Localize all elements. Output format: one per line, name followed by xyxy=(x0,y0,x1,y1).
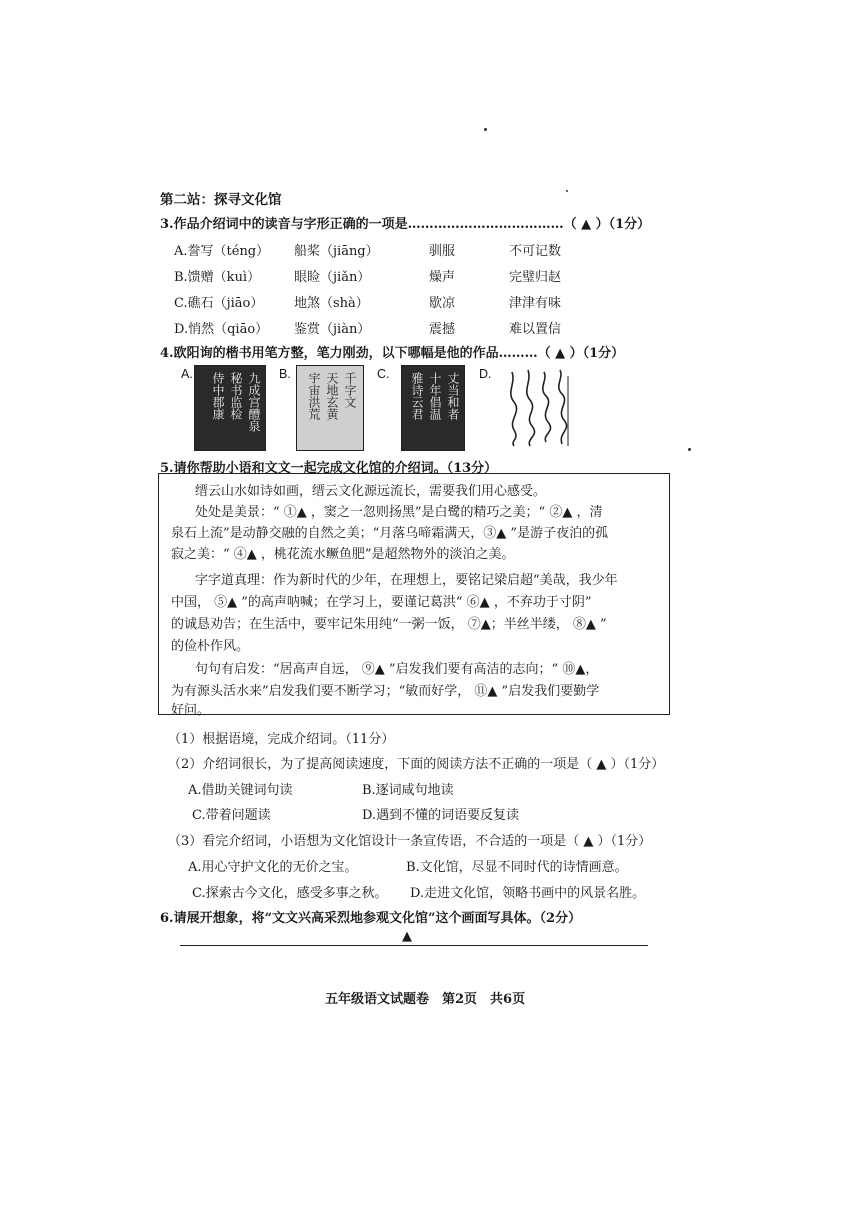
exam-page: 第二站：探寻文化馆 3.作品介绍词中的读音与字形正确的一项是………………………………（ ▲ ）（1分） A.誊写（téng） 船桨（jiāng） 驯服 不可记数 B.馈赠（kuì） 眼睑（jiǎn） 燥声 完璧归赵 C.礁石（jiāo） 地煞（shà） 歇凉 津津有味 D.悄然（qiāo） 鉴赏（jiàn） 震撼 难以置信 4.欧阳询的楷书用笔方整，笔力刚劲，以下哪幅是他的作品………（ ▲ ）（1分） A. 九成宫醴泉 秘书监检 侍中郡康 B. 千字文 天地玄黄 宇宙洪荒 C. 丈当和者 十年倡温 雅诗云君 D. 5.请你帮助小语和文文一起完成文化馆的介绍词。（13分） 缙云山水如诗如画，缙云文化源远流长，需要我们用心感受。 处处是美景：“ ①▲ ，窦之一忽则扬黑”是白鹭的精巧之美；“ ②▲ ，清 泉石上流”是动静交融的自然之美；“月落乌啼霜满天，③▲ ”是游子夜泊的孤 寂之美：“ ④▲ ，桃花流水鳜鱼肥”是超然物外的淡泊之美。 字字道真理：作为新时代的少年，在理想上，要铭记梁启超“美哉，我少年 中国， ⑤▲ ”的高声呐喊；在学习上，要谨记葛洪“ ⑥▲ ，不弃功于寸阴” 的诚恳劝告；在生活中，要牢记朱用纯“一粥一饭， ⑦▲；半丝半缕， ⑧▲ ” 的俭朴作风。 句句有启发：“居高声自远， ⑨▲ ”启发我们要有高洁的志向；“ ⑩▲， 为有源头活水来”启发我们要不断学习；“敏而好学， ⑪▲ ”启发我们要勤学 好问。 （1）根据语境，完成介绍词。（11分） （2）介绍词很长，为了提高阅读速度，下面的阅读方法不正确的一项是（ ▲ ）（1分） A.借助关键词句读 B.逐词咸句地读 C.带着问题读 D.遇到不懂的词语要反复读 （3）看完介绍词，小语想为文化馆设计一条宣传语，不合适的一项是（ ▲ ）（1分） A.用心守护文化的无价之宝。 B.文化馆，尽显不同时代的诗情画意。 C.探索古今文化，感受多事之秋。 D.走进文化馆，领略书画中的风景名胜。 6.请展开想象，将“文文兴高采烈地参观文化馆”这个画面写具体。（2分） ▲ 五年级语文试题卷 第2页 共6页 xyxy=(0,0,860,1216)
section-title: 第二站：探寻文化馆 xyxy=(160,192,282,208)
scan-speck xyxy=(484,128,487,131)
calligraphy-b-image: 千字文 天地玄黄 宇宙洪荒 xyxy=(296,365,364,451)
q4-label-d: D. xyxy=(479,367,492,381)
q5-stem: 5.请你帮助小语和文文一起完成文化馆的介绍词。（13分） xyxy=(160,461,498,476)
cursive-script-icon xyxy=(502,366,574,450)
calligraphy-c-image: 丈当和者 十年倡温 雅诗云君 xyxy=(401,365,465,451)
q5-sub2-stem: （2）介绍词很长，为了提高阅读速度，下面的阅读方法不正确的一项是（ ▲ ）（1分） xyxy=(168,757,665,772)
q5-sub3-option-c: C.探索古今文化，感受多事之秋。 xyxy=(192,886,388,901)
page-footer: 五年级语文试题卷 第2页 共6页 xyxy=(325,992,526,1007)
q5-sub1: （1）根据语境，完成介绍词。（11分） xyxy=(168,732,395,747)
q3-stem: 3.作品介绍词中的读音与字形正确的一项是………………………………（ ▲ ）（1分） xyxy=(160,217,651,232)
q4-stem: 4.欧阳询的楷书用笔方整，笔力刚劲，以下哪幅是他的作品………（ ▲ ）（1分） xyxy=(160,346,625,361)
scan-speck xyxy=(688,448,691,451)
q5-sub2-option-c: C.带着问题读 xyxy=(192,808,271,823)
q4-label-b: B. xyxy=(279,367,291,381)
q5-sub2-option-b: B.逐词咸句地读 xyxy=(362,783,454,798)
q5-sub3-option-a: A.用心守护文化的无价之宝。 xyxy=(188,860,358,875)
answer-line xyxy=(180,945,648,946)
q4-label-c: C. xyxy=(377,367,390,381)
q5-sub3-option-b: B.文化馆，尽显不同时代的诗情画意。 xyxy=(406,860,628,875)
calligraphy-d-image xyxy=(501,365,575,451)
q5-sub3-option-d: D.走进文化馆，领略书画中的风景名胜。 xyxy=(410,886,646,901)
q5-sub2-option-d: D.遇到不懂的词语要反复读 xyxy=(362,808,520,823)
q5-sub2-option-a: A.借助关键词句读 xyxy=(188,783,293,798)
q5-sub3-stem: （3）看完介绍词，小语想为文化馆设计一条宣传语，不合适的一项是（ ▲ ）（1分） xyxy=(168,834,652,849)
calligraphy-a-image: 九成宫醴泉 秘书监检 侍中郡康 xyxy=(194,365,266,451)
q4-label-a: A. xyxy=(181,367,193,381)
q6-answer-mark: ▲ xyxy=(402,929,412,944)
q6-stem: 6.请展开想象，将“文文兴高采烈地参观文化馆”这个画面写具体。（2分） xyxy=(160,911,582,926)
scan-speck xyxy=(566,190,568,192)
introduction-box: 缙云山水如诗如画，缙云文化源远流长，需要我们用心感受。 处处是美景：“ ①▲ ，窦之一忽则扬黑”是白鹭的精巧之美；“ ②▲ ，清 泉石上流”是动静交融的自然之美；“月落乌啼霜满天，③▲ ”是游子夜泊的孤 寂之美：“ ④▲ ，桃花流水鳜鱼肥”是超然物外的淡泊之美。 字字道真理：作为新时代的少年，在理想上，要铭记梁启超“美哉，我少年 中国， ⑤▲ ”的高声呐喊；在学习上，要谨记葛洪“ ⑥▲ ，不弃功于寸阴” 的诚恳劝告；在生活中，要牢记朱用纯“一粥一饭， ⑦▲；半丝半缕， ⑧▲ ” 的俭朴作风。 句句有启发：“居高声自远， ⑨▲ ”启发我们要有高洁的志向；“ ⑩▲， 为有源头活水来”启发我们要不断学习；“敏而好学， ⑪▲ ”启发我们要勤学 好问。 xyxy=(158,473,670,715)
